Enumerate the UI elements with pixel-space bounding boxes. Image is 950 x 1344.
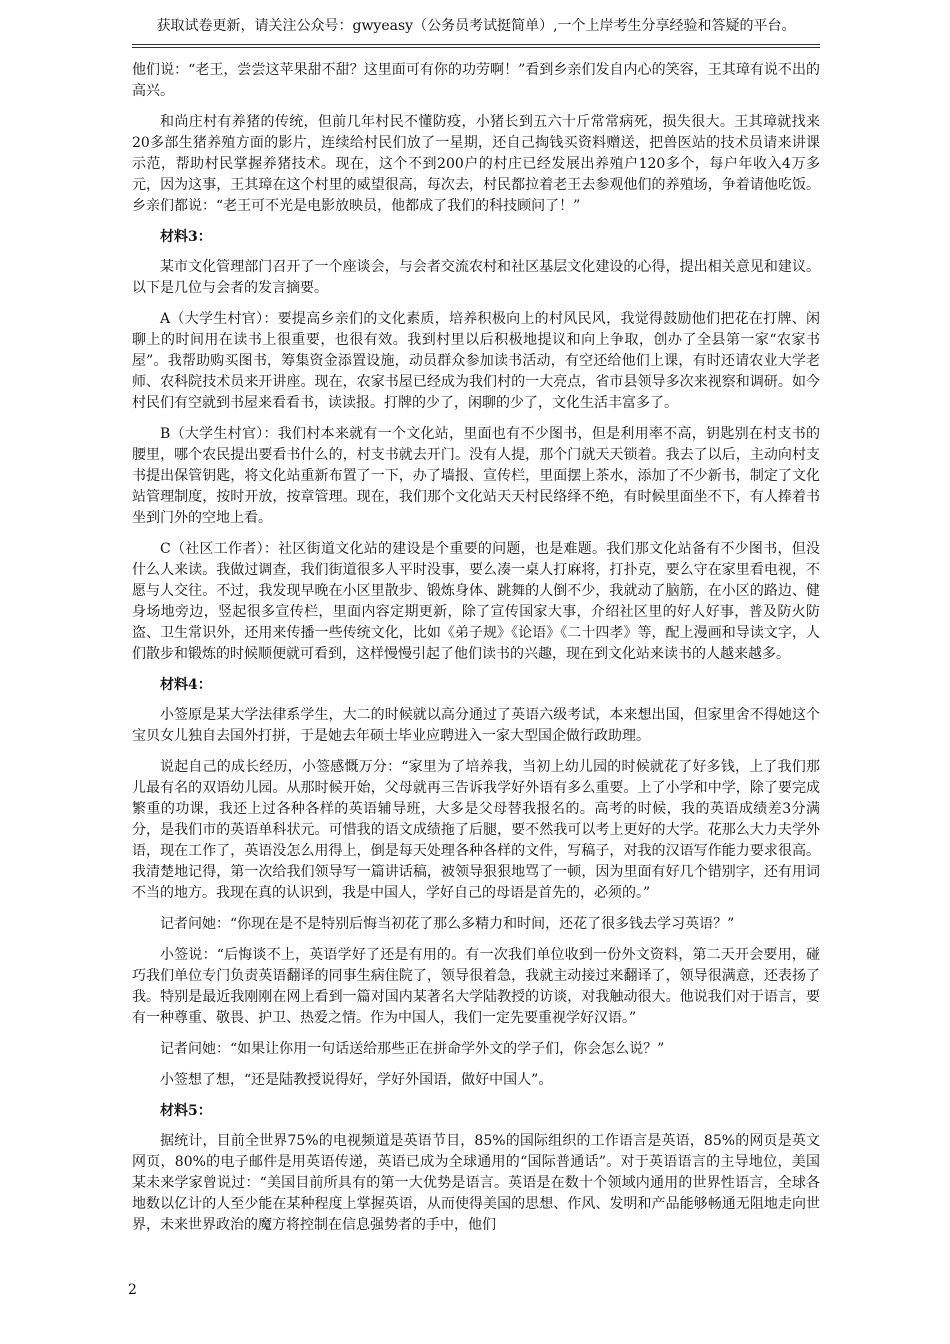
paragraph: 小签说：“后悔谈不上，英语学好了还是有用的。有一次我们单位收到一份外文资料，第二天开会要用，碰巧我们单位专门负责英语翻译的同事生病住院了，领导很着急，我就主动接过来翻译了，领导很满意，还表扬了我。特别是最近我刚刚在网上看到一篇对国内某著名大学陆教授的访谈，对我触动很大。他说我们对于语言，要有一种尊重、敬畏、护卫、热爱之情。作为中国人，我们一定先要重视学好汉语。” [132,947,820,1026]
page-header: 获取试卷更新，请关注公众号：gwyeasy（公务员考试挺简单）,一个上岸考生分享经验和答疑的平台。 [156,18,796,34]
paragraph: 说起自己的成长经历，小签感慨万分：“家里为了培养我，当初上幼儿园的时候就花了好多钱，上了我们那儿最有名的双语幼儿园。从那时候开始，父母就再三告诉我学好外语有多么重要。上了小学和中学，除了要完成繁重的功课，我还上过各种各样的英语辅导班，大多是父母替我报名的。高考的时候，我的英语成绩差3分满分，是我们市的英语单科状元。可惜我的语文成绩拖了后腿，要不然我可以考上更好的大学。花那么大力夫学外语，现在工作了，英语没怎么用得上，倒是每天处理各种各样的文件，写稿子，对我的汉语写作能力要求很高。我清楚地记得，第一次给我们领导写一篇讲话稿，被领导狠狠地骂了一顿，因为里面有好几个错别字，还有用词不当的地方。我现在真的认识到，我是中国人，学好自己的母语是首先的，必须的。” [132,759,820,901]
page-number: 2 [128,1282,137,1298]
paragraph: 小签原是某大学法律系学生，大二的时候就以高分通过了英语六级考试，本来想出国，但家里舍不得她这个宝贝女儿独自去国外打拼，于是她去年硕士毕业应聘进入一家大型国企做行政助理。 [132,707,820,744]
header-divider [132,44,820,48]
paragraph: 和尚庄村有养猪的传统，但前几年村民不懂防疫，小猪长到五六十斤常常病死，损失很大。王其璋就找来20多部生猪养殖方面的影片，连续给村民们放了一星期，还自己掏钱买资料赠送，把兽医站的技术员请来讲课示范，帮助村民掌握养猪技术。现在，这个不到200户的村庄已经发展出养殖户120多个，每户年收入4万多元，因为这事，王其璋在这个村里的威望很高，每次去，村民都拉着老王去参观他们的养殖场，争着请他吃饭。乡亲们都说：“老王可不光是电影放映员，他都成了我们的科技顾问了！” [132,114,820,214]
section-heading-material-3: 材料3： [160,229,212,245]
paragraph: C（社区工作者）：社区街道文化站的建设是个重要的问题，也是难题。我们那文化站备有不少图书，但没什么人来读。我做过调查，我们街道很多人平时没事，要么凑一桌人打麻将，打扑克，要么守在家里看电视，不愿与人交往。不过，我发现早晚在小区里散步、锻炼身体、跳舞的人倒不少，我就动了脑筋，在小区的路边、健身场地旁边，竖起很多宣传栏，里面内容定期更新，除了宣传国家大事，介绍社区里的好人好事，普及防火防盗、卫生常识外，还用来传播一些传统文化，比如《弟子规》《论语》《二十四孝》等，配上漫画和导读文字，人们散步和锻炼的时候顺便就可看到，这样慢慢引起了他们读书的兴趣，现在到文化站来读书的人越来越多。 [132,541,820,662]
section-heading-material-5: 材料5： [160,1103,212,1119]
paragraph: B（大学生村官）：我们村本来就有一个文化站，里面也有不少图书，但是利用率不高，钥匙别在村支书的腰里，哪个农民提出要看书什么的，村支书就去开门。没有人提，那个门就天天锁着。我去了以后，主动向村支书提出保管钥匙，将文化站重新布置了一下，办了墙报、宣传栏，里面摆上茶水，添加了不少新书，制定了文化站管理制度，按时开放，按章管理。现在，我们那个文化站天天村民络绎不绝，有时候里面坐不下，有人捧着书坐到门外的空地上看。 [132,426,820,526]
paragraph: A（大学生村官）：要提高乡亲们的文化素质，培养积极向上的村风民风，我觉得鼓励他们把花在打牌、闲聊上的时间用在读书上很重要，也很有效。我到村里以后积极地提议和向上争取，创办了全县第一家“农家书屋”。我帮助购买图书，筹集资金添置设施，动员群众参加读书活动，有空还给他们上课，有时还请农业大学老师、农科院技术员来开讲座。现在，农家书屋已经成为我们村的一大亮点，省市县领导多次来视察和调研。如今村民们有空就到书屋来看看书，读读报。打牌的少了，闲聊的少了，文化生活丰富多了。 [132,311,820,411]
paragraph: 记者问她：“你现在是不是特别后悔当初花了那么多精力和时间，还花了很多钱去学习英语？” [160,916,735,932]
paragraph: 据统计，目前全世界75%的电视频道是英语节目，85%的国际组织的工作语言是英语，85%的网页是英文网页，80%的电子邮件是用英语传递，英语已成为全球通用的“国际普通话”。对于英语语言的主导地位，美国某未来学家曾说过：“美国目前所具有的第一大优势是语言。英语是在数十个领域内通用的世界性语言，全球各地数以亿计的人至少能在某种程度上掌握英语，从而使得美国的思想、作风、发明和产品能够畅通无阻地走向世界，未来世界政治的魔方将控制在信息强势者的手中，他们 [132,1133,820,1233]
paragraph: 小签想了想，“还是陆教授说得好，学好外国语，做好中国人”。 [160,1072,553,1088]
paragraph: 某市文化管理部门召开了一个座谈会，与会者交流农村和社区基层文化建设的心得，提出相关意见和建议。以下是几位与会者的发言摘要。 [132,259,820,296]
paragraph: 他们说：“老王，尝尝这苹果甜不甜？这里面可有你的功劳啊！”看到乡亲们发自内心的笑容，王其璋有说不出的高兴。 [132,62,820,99]
section-heading-material-4: 材料4： [160,677,212,693]
document-body [132,60,820,1246]
paragraph: 记者问她：“如果让你用一句话送给那些正在拼命学外文的学子们，你会怎么说？” [160,1041,665,1057]
